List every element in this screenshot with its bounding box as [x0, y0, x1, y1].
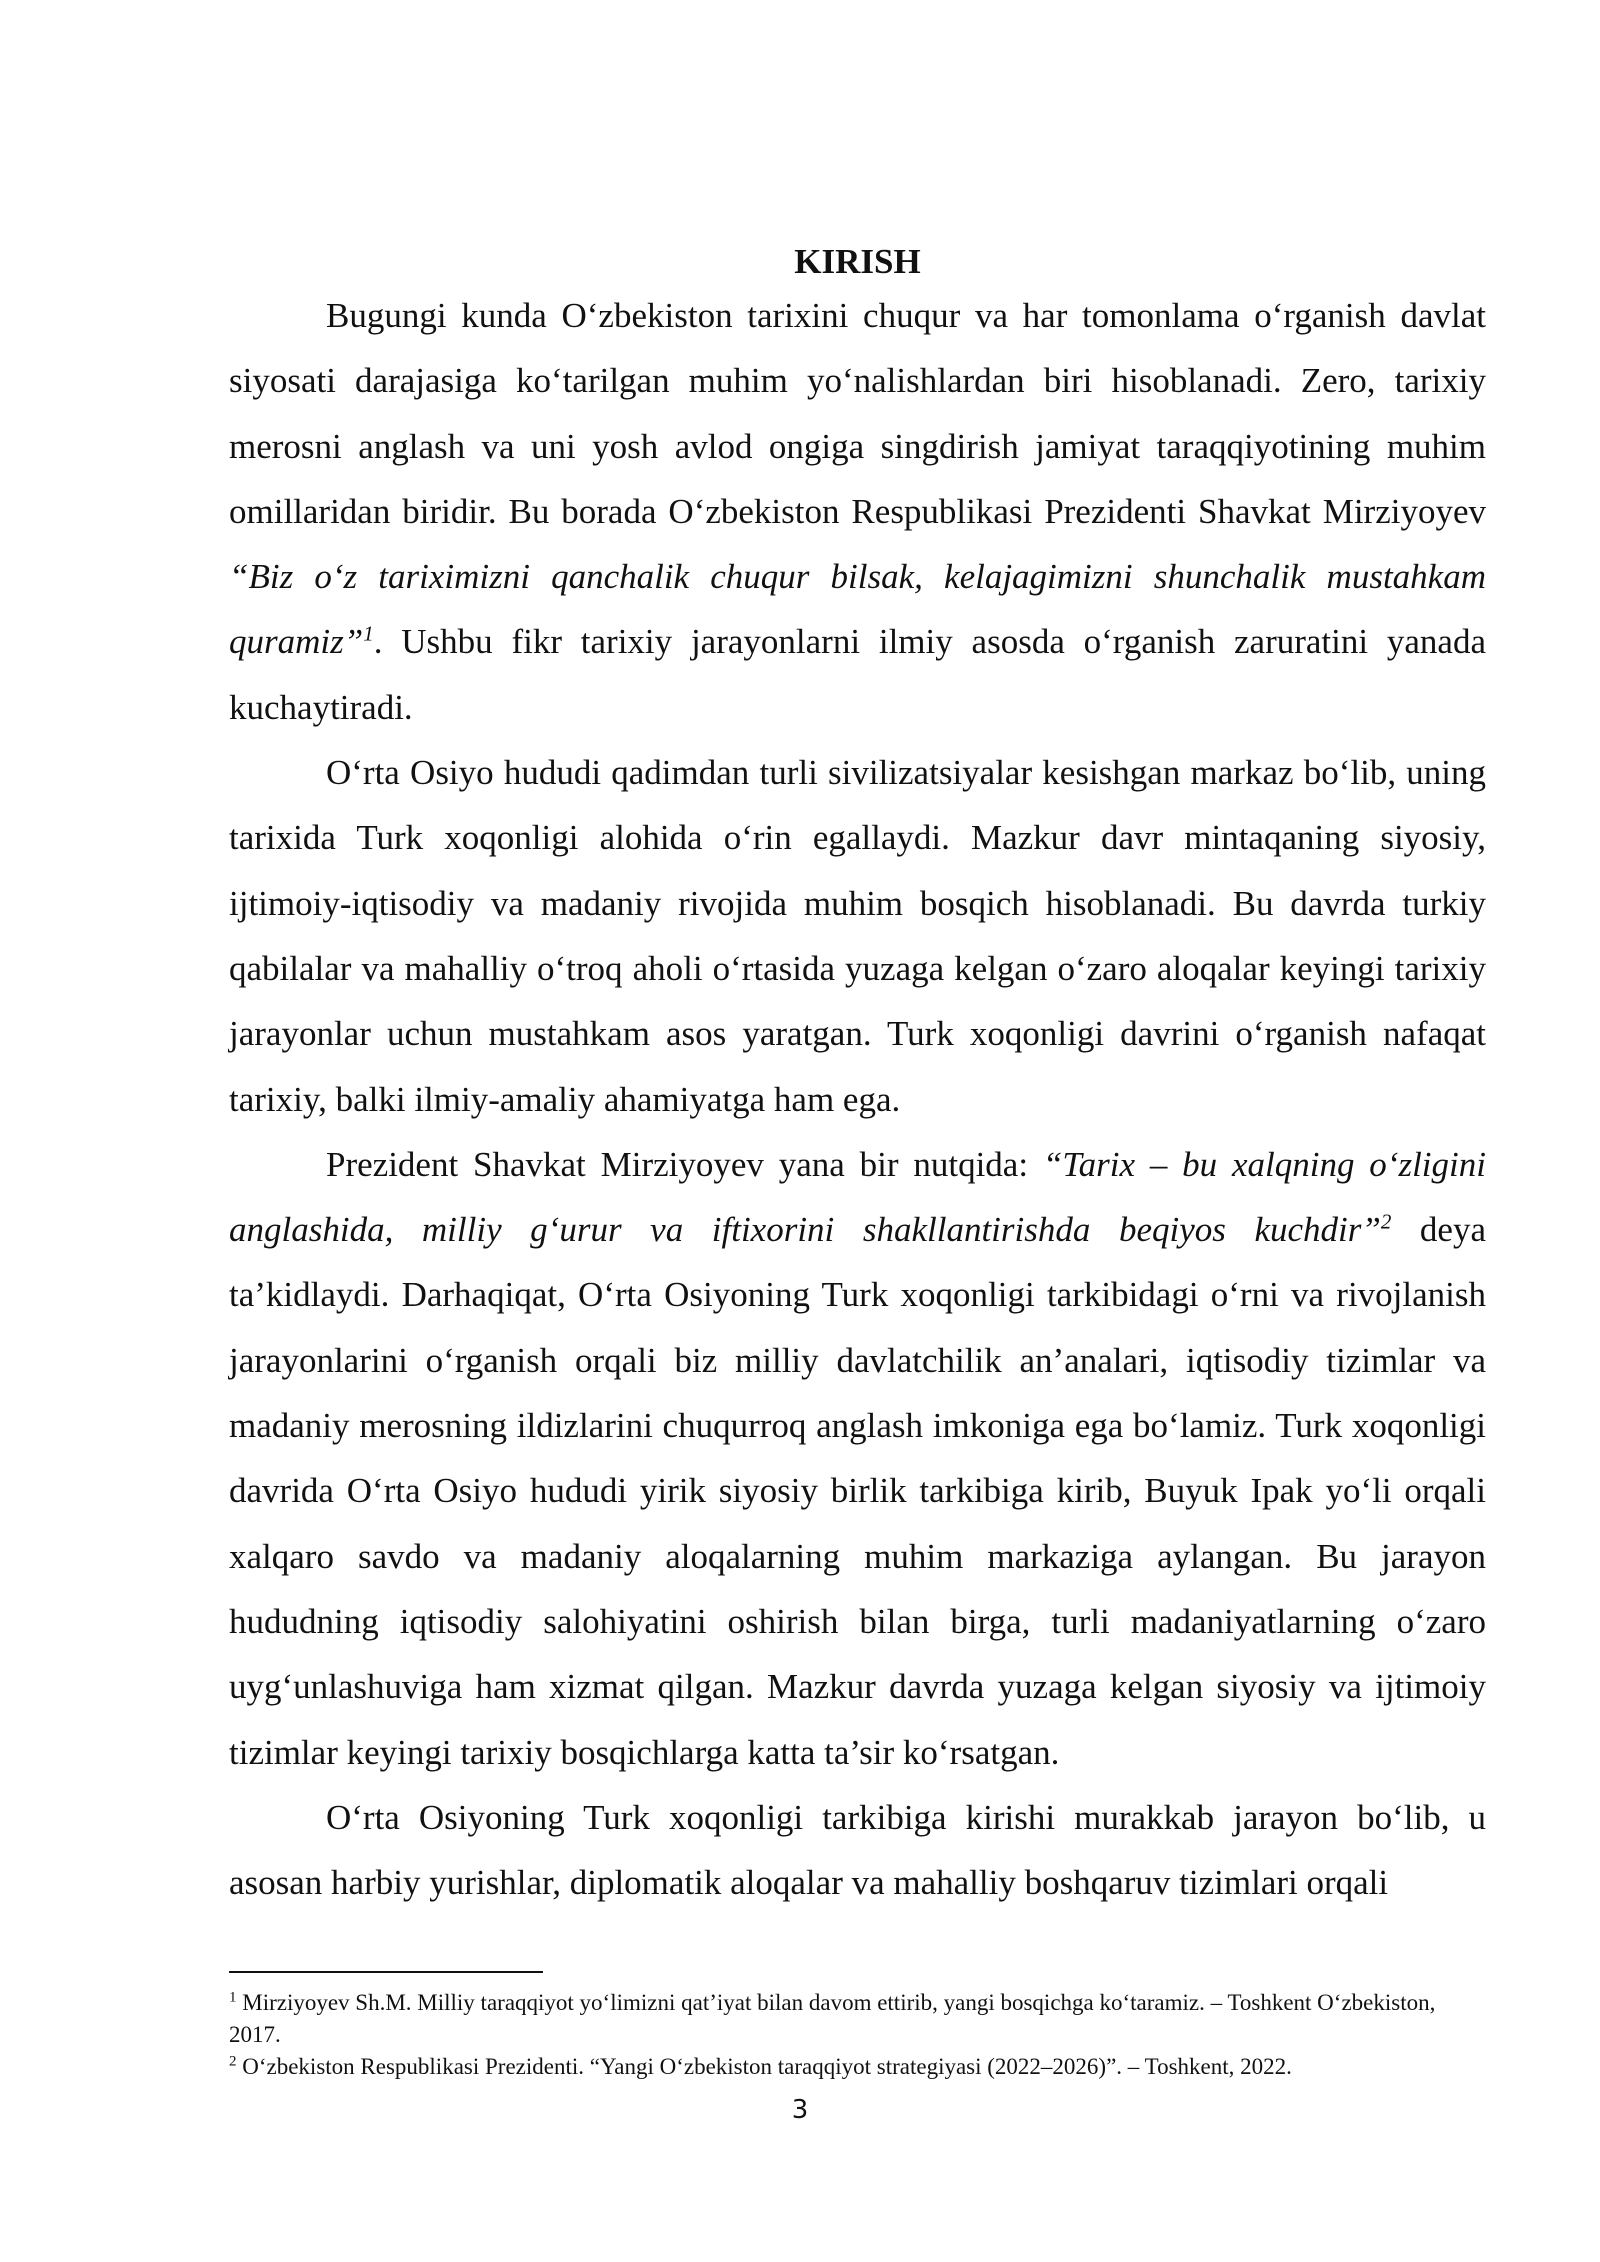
- paragraph-3: [229, 1132, 1486, 1785]
- footnote-1-marker: 1: [229, 1989, 237, 2006]
- footnote-ref-1: 1: [363, 621, 374, 646]
- president-quote-2: “Tarix – bu xalqning o‘zligini anglashida, milliy g‘urur va iftixorini shakllantirishda beqiyos kuchdir”: [229, 1144, 1486, 1250]
- paragraph-1: [229, 283, 1486, 740]
- footnote-1-text: Mirziyoyev Sh.M. Milliy taraqqiyot yo‘limizni qat’iyat bilan davom ettirib, yangi bosqichga ko‘taramiz. – Toshkent O‘zbekiston, 2017.: [229, 1990, 1436, 2047]
- footnote-separator: [229, 1971, 543, 1973]
- president-quote-1: “Biz o‘z tariximizni qanchalik chuqur bilsak, kelajagimizni shunchalik mustahkam quramiz”: [229, 557, 1486, 662]
- footnote-2-text: O‘zbekiston Respublikasi Prezidenti. “Yangi O‘zbekiston taraqqiyot strategiyasi (2022–2026)”. – Toshkent, 2022.: [236, 2054, 1292, 2079]
- paragraph-3-text-a: Prezident Shavkat Mirziyoyev yana bir nutqida:: [326, 1144, 1043, 1184]
- paragraph-1-text-b: . Ushbu fikr tarixiy jarayonlarni ilmiy asosda o‘rganish zaruratini yanada kuchaytiradi.: [229, 622, 1486, 727]
- paragraph-1-text-a: Bugungi kunda O‘zbekiston tarixini chuqur va har tomonlama o‘rganish davlat siyosati darajasiga ko‘tarilgan muhim yo‘nalishlardan biri hisoblanadi. Zero, tarixiy merosni anglash va uni yosh avlod ongiga singdirish jamiyat taraqqiyotining muhim omillaridan biridir. Bu borada O‘zbekiston Respublikasi Prezidenti Shavkat Mirziyoyev: [229, 296, 1486, 531]
- footnotes: [229, 1987, 1486, 2083]
- paragraph-2: [229, 740, 1486, 1132]
- paragraph-4-text: O‘rta Osiyoning Turk xoqonligi tarkibiga kirishi murakkab jarayon bo‘lib, u asosan harbiy yurishlar, diplomatik aloqalar va mahalliy boshqaruv tizimlari orqali: [229, 1797, 1486, 1903]
- body-text: [229, 283, 1486, 1915]
- footnote-2-marker: 2: [229, 2053, 237, 2070]
- footnote-1: [229, 1987, 1486, 2051]
- paragraph-3-text-b: deya ta’kidlaydi. Darhaqiqat, O‘rta Osiyoning Turk xoqonligi tarkibidagi o‘rni va rivojlanish jarayonlarini o‘rganish orqali biz milliy davlatchilik an’analari, iqtisodiy tizimlar va madaniy merosning ildizlarini chuqurroq anglash imkoniga ega bo‘lamiz. Turk xoqonligi davrida O‘rta Osiyo hududi yirik siyosiy birlik tarkibiga kirib, Buyuk Ipak yo‘li orqali xalqaro savdo va madaniy aloqalarning muhim markaziga aylangan. Bu jarayon hududning iqtisodiy salohiyatini oshirish bilan birga, turli madaniyatlarning o‘zaro uyg‘unlashuviga ham xizmat qilgan. Mazkur davrda yuzaga kelgan siyosiy va ijtimoiy tizimlar keyingi tarixiy bosqichlarga katta ta’sir ko‘rsatgan.: [229, 1210, 1486, 1772]
- footnote-2: [229, 2051, 1486, 2083]
- paragraph-4: [229, 1785, 1486, 1916]
- page-title: KIRISH: [794, 242, 921, 281]
- footnote-ref-2: 2: [1380, 1209, 1392, 1234]
- page-number: 3: [791, 2095, 809, 2125]
- paragraph-2-text: O‘rta Osiyo hududi qadimdan turli sivilizatsiyalar kesishgan markaz bo‘lib, uning tarixida Turk xoqonligi alohida o‘rin egallaydi. Mazkur davr mintaqaning siyosiy, ijtimoiy-iqtisodiy va madaniy rivojida muhim bosqich hisoblanadi. Bu davrda turkiy qabilalar va mahalliy o‘troq aholi o‘rtasida yuzaga kelgan o‘zaro aloqalar keyingi tarixiy jarayonlar uchun mustahkam asos yaratgan. Turk xoqonligi davrini o‘rganish nafaqat tarixiy, balki ilmiy-amaliy ahamiyatga ham ega.: [229, 753, 1486, 1119]
